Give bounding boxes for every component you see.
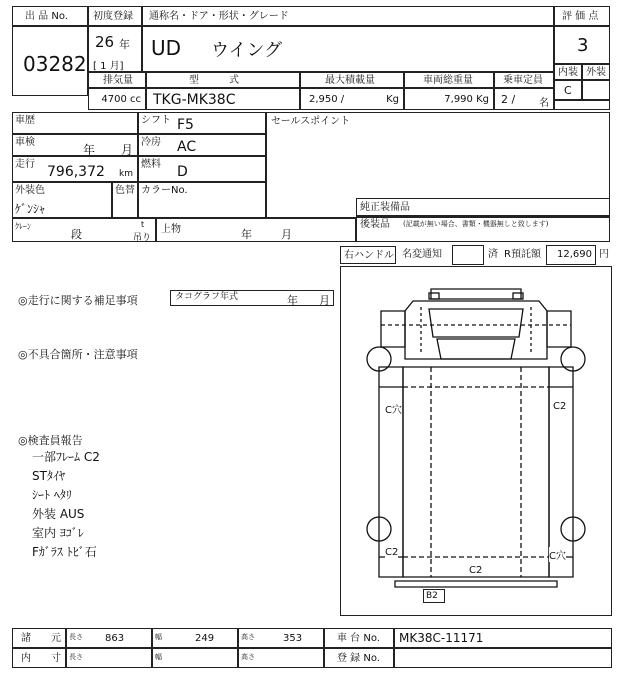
exterior-score-cell — [582, 80, 610, 100]
inspector-item: 外装 AUS — [32, 507, 85, 521]
color-swap-label: 色替 — [115, 185, 135, 196]
tachograph-label: タコグラフ年式 — [175, 292, 239, 302]
upper-body-label: 上物 — [161, 224, 181, 235]
right-hand-drive-label: 右ハンドル — [344, 250, 394, 261]
exterior-label: 外装 — [586, 67, 606, 78]
interior-label: 内装 — [558, 67, 578, 78]
r-deposit-label: R預託額 — [504, 249, 541, 260]
mark-rear-right: C穴 — [549, 547, 566, 562]
length-value: 863 — [105, 633, 125, 644]
color-no-cell — [138, 182, 266, 218]
displacement-value: 4700 cc — [101, 94, 141, 105]
truck-outline-drawing — [341, 267, 611, 615]
name-change-box[interactable] — [452, 245, 484, 265]
mark-rear-bumper: B2 — [426, 591, 438, 601]
ac-value: AC — [177, 139, 197, 155]
name-value-cell — [142, 26, 554, 72]
color-no-label: カラーNo. — [141, 185, 188, 196]
interior-score: C — [564, 84, 572, 97]
capacity-label: 乗車定員 — [503, 75, 543, 86]
upper-body-cell — [156, 218, 356, 242]
gross-label: 車両総重量 — [423, 75, 473, 86]
crane-ton-unit: t — [141, 220, 145, 229]
overall-score: 3 — [577, 35, 589, 56]
inspector-item: ｼｰﾄ ﾍﾀﾘ — [32, 488, 72, 502]
name-label-cell — [142, 6, 554, 26]
max-load-value: 2,950 / — [309, 94, 345, 105]
color-swap-cell — [112, 182, 138, 218]
inspector-report-list — [32, 448, 232, 562]
inner-height-label: 高さ — [241, 653, 255, 661]
fuel-value: D — [177, 164, 188, 180]
chassis-value-cell — [394, 628, 612, 648]
width-label: 幅 — [155, 633, 162, 641]
upper-month-unit: 月 — [281, 228, 292, 241]
model-label: 型 式 — [189, 75, 239, 86]
length-cell — [66, 628, 152, 648]
gross-value: 7,990 Kg — [444, 94, 489, 105]
defects-label: ◎不具合箇所・注意事項 — [18, 348, 138, 361]
aftermarket-label: 後装品 — [360, 219, 390, 230]
crane-hanging-unit: 吊り — [133, 233, 152, 243]
inspector-item: STﾀｲﾔ — [32, 469, 65, 483]
capacity-value: 2 / — [501, 93, 516, 106]
factory-equipment-cell — [356, 198, 610, 216]
model-value-cell — [146, 88, 300, 110]
max-load-label-cell — [300, 72, 404, 88]
sales-point-label: セールスポイント — [271, 116, 351, 127]
first-reg-year: 26 — [95, 33, 115, 51]
max-load-label: 最大積載量 — [325, 75, 375, 86]
chassis-value: MK38C-11171 — [399, 631, 484, 645]
capacity-value-cell — [494, 88, 554, 110]
r-deposit-unit: 円 — [599, 249, 609, 260]
reg-no-label-cell — [324, 648, 394, 668]
displacement-value-cell — [88, 88, 146, 110]
lot-number: 03282 — [23, 52, 87, 76]
length-label: 長さ — [69, 633, 83, 641]
height-label: 高さ — [241, 633, 255, 641]
inspector-item: 室内 ﾖｺﾞﾚ — [32, 526, 84, 540]
ext-color-cell — [12, 182, 112, 218]
crane-cell — [12, 218, 156, 242]
refund-label: 済 — [488, 249, 498, 260]
first-reg-label: 初度登録 — [93, 11, 133, 22]
score-label-cell — [554, 6, 610, 26]
aftermarket-note: (記載が無い場合、書類・機器無しと致します) — [403, 220, 549, 228]
height-cell — [238, 628, 324, 648]
mark-right-side: C2 — [553, 401, 567, 412]
dimensions-label-cell — [12, 628, 66, 648]
ext-color-value: ｹﾞﾝｼｬ — [15, 202, 46, 216]
history-cell — [12, 112, 138, 134]
first-reg-year-unit: 年 — [119, 38, 130, 51]
reg-no-label: 登 録 No. — [337, 653, 380, 664]
mileage-unit: km — [119, 169, 133, 179]
inner-dims-label: 内 寸 — [21, 653, 61, 664]
model-name: ウイング — [211, 40, 283, 61]
interior-score-cell — [554, 80, 582, 100]
driving-notes-label: ◎走行に関する補足事項 — [18, 294, 138, 307]
upper-year-unit: 年 — [241, 228, 252, 241]
fuel-label: 燃料 — [141, 159, 161, 170]
mileage-value: 796,372 — [47, 164, 105, 180]
mark-rear-bumper-box — [423, 589, 445, 603]
inspection-label: 車検 — [15, 137, 35, 148]
name-change-label: 名変通知 — [402, 249, 442, 260]
height-value: 353 — [283, 633, 303, 644]
inspector-item: Fｶﾞﾗｽ ﾄﾋﾞ石 — [32, 545, 97, 559]
factory-equipment-label: 純正装備品 — [360, 202, 410, 213]
lot-label-cell — [12, 6, 88, 26]
model-label-cell — [146, 72, 300, 88]
shift-cell — [138, 112, 266, 134]
lot-number-cell — [12, 26, 88, 96]
reg-no-value-cell — [394, 648, 612, 668]
inspection-year-unit: 年 — [83, 143, 96, 157]
mark-rear-bottom: C2 — [469, 565, 483, 576]
gross-label-cell — [404, 72, 494, 88]
ac-label: 冷房 — [141, 137, 161, 148]
mileage-cell — [12, 156, 138, 182]
inner-dims-label-cell — [12, 648, 66, 668]
r-deposit-value: 12,690 — [557, 249, 592, 260]
first-reg-month: [ 1 月] — [93, 61, 124, 72]
inspector-label: ◎検査員報告 — [18, 434, 83, 447]
crane-stage-unit: 段 — [71, 228, 82, 241]
tachograph-month-unit: 月 — [319, 294, 330, 307]
model-code: TKG-MK38C — [153, 92, 236, 108]
inner-width-cell — [152, 648, 238, 668]
gross-value-cell — [404, 88, 494, 110]
mileage-label: 走行 — [15, 159, 35, 170]
maker-name: UD — [151, 36, 182, 60]
chassis-label-cell — [324, 628, 394, 648]
score-cell — [554, 26, 610, 64]
inspection-cell — [12, 134, 138, 156]
width-cell — [152, 628, 238, 648]
tachograph-cell — [170, 290, 334, 306]
ext-color-label: 外装色 — [15, 185, 45, 196]
fuel-cell — [138, 156, 266, 182]
name-label: 通称名・ドア・形状・グレード — [149, 11, 289, 22]
inner-width-label: 幅 — [155, 653, 162, 661]
ac-cell — [138, 134, 266, 156]
interior-label-cell — [554, 64, 582, 80]
chassis-label: 車 台 No. — [337, 633, 380, 644]
dimensions-label: 諸 元 — [21, 633, 61, 644]
right-hand-drive-cell — [340, 246, 396, 264]
mark-left-side: C穴 — [385, 401, 402, 416]
first-reg-value-cell — [88, 26, 142, 72]
vehicle-diagram-frame — [340, 266, 612, 616]
inspection-month-unit: 月 — [121, 143, 134, 157]
inner-length-label: 長さ — [69, 653, 83, 661]
inner-height-cell — [238, 648, 324, 668]
mark-rear-left: C2 — [385, 547, 399, 558]
score-filler-cell — [554, 100, 610, 110]
crane-label: ｸﾚｰﾝ — [15, 222, 31, 231]
r-deposit-box — [546, 245, 596, 265]
max-load-unit: Kg — [386, 94, 399, 105]
shift-label: シフト — [141, 115, 171, 126]
displacement-label-cell — [88, 72, 146, 88]
exterior-label-cell — [582, 64, 610, 80]
lot-label: 出 品 No. — [25, 11, 68, 22]
capacity-label-cell — [494, 72, 554, 88]
inspector-item: 一部ﾌﾚｰﾑ C2 — [32, 450, 100, 464]
aftermarket-cell — [356, 216, 610, 242]
displacement-label: 排気量 — [103, 75, 133, 86]
score-label: 評 価 点 — [562, 11, 599, 22]
shift-value: F5 — [177, 117, 194, 133]
history-label: 車歴 — [15, 115, 35, 126]
inner-length-cell — [66, 648, 152, 668]
tachograph-year-unit: 年 — [287, 294, 298, 307]
max-load-value-cell — [300, 88, 404, 110]
width-value: 249 — [195, 633, 215, 644]
first-reg-label-cell — [88, 6, 142, 26]
capacity-unit: 名 — [539, 98, 549, 109]
